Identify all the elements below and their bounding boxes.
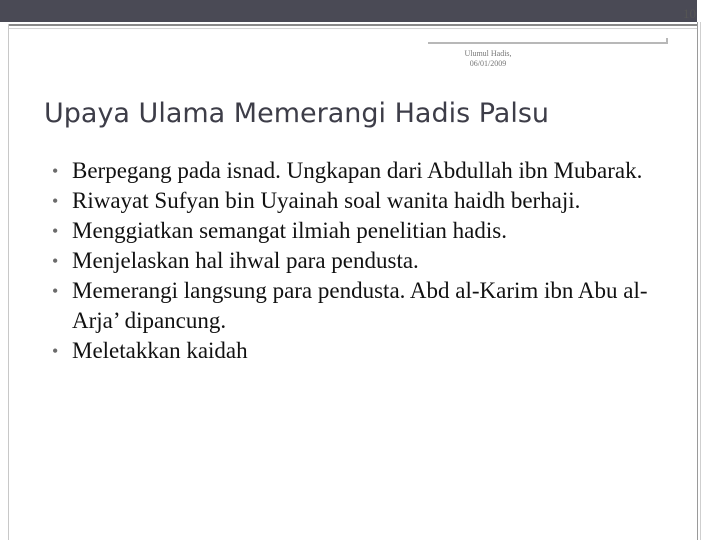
- header-rule-light: [8, 28, 697, 29]
- header-rule: [8, 24, 697, 26]
- header-tab-tick: [666, 38, 668, 44]
- bullet-text: Meletakkan kaidah: [72, 338, 248, 363]
- header-tab-marker: [428, 42, 668, 44]
- bullet-text: Memerangi langsung para pendusta. Abd al-Karim ibn Abu al-Arja’ dipancung.: [72, 278, 648, 333]
- bullet-text: Riwayat Sufyan bin Uyainah soal wanita haidh berhaji.: [72, 188, 581, 213]
- bullet-text: Menggiatkan semangat ilmiah penelitian hadis.: [72, 218, 507, 243]
- top-bar-corner: [697, 0, 720, 22]
- left-border-rule: [8, 24, 9, 540]
- bullet-dot-icon: •: [52, 341, 59, 361]
- footer-date: 06/01/2009: [469, 59, 507, 68]
- bullet-item: [52, 246, 672, 276]
- footer-course-label: Ulumul Hadis,: [464, 49, 512, 58]
- bullet-dot-icon: •: [52, 161, 59, 181]
- bullet-item: [52, 216, 672, 246]
- slide-title: Upaya Ulama Memerangi Hadis Palsu: [44, 98, 550, 129]
- bullet-dot-icon: •: [52, 281, 59, 301]
- bullet-list: [52, 156, 672, 366]
- right-border-rule-inner: [700, 22, 701, 540]
- bullet-item: [52, 156, 672, 186]
- bullet-dot-icon: •: [52, 191, 59, 211]
- bullet-item: [52, 276, 672, 336]
- bullet-dot-icon: •: [52, 251, 59, 271]
- bullet-text: Berpegang pada isnad. Ungkapan dari Abdullah ibn Mubarak.: [72, 158, 643, 183]
- page-number: 10: [683, 6, 696, 21]
- bullet-item: [52, 336, 672, 366]
- footer-info: [448, 49, 528, 69]
- top-bar: [0, 0, 697, 22]
- bullet-item: [52, 186, 672, 216]
- right-border-rule: [697, 22, 698, 540]
- bullet-text: Menjelaskan hal ihwal para pendusta.: [72, 248, 419, 273]
- bullet-dot-icon: •: [52, 221, 59, 241]
